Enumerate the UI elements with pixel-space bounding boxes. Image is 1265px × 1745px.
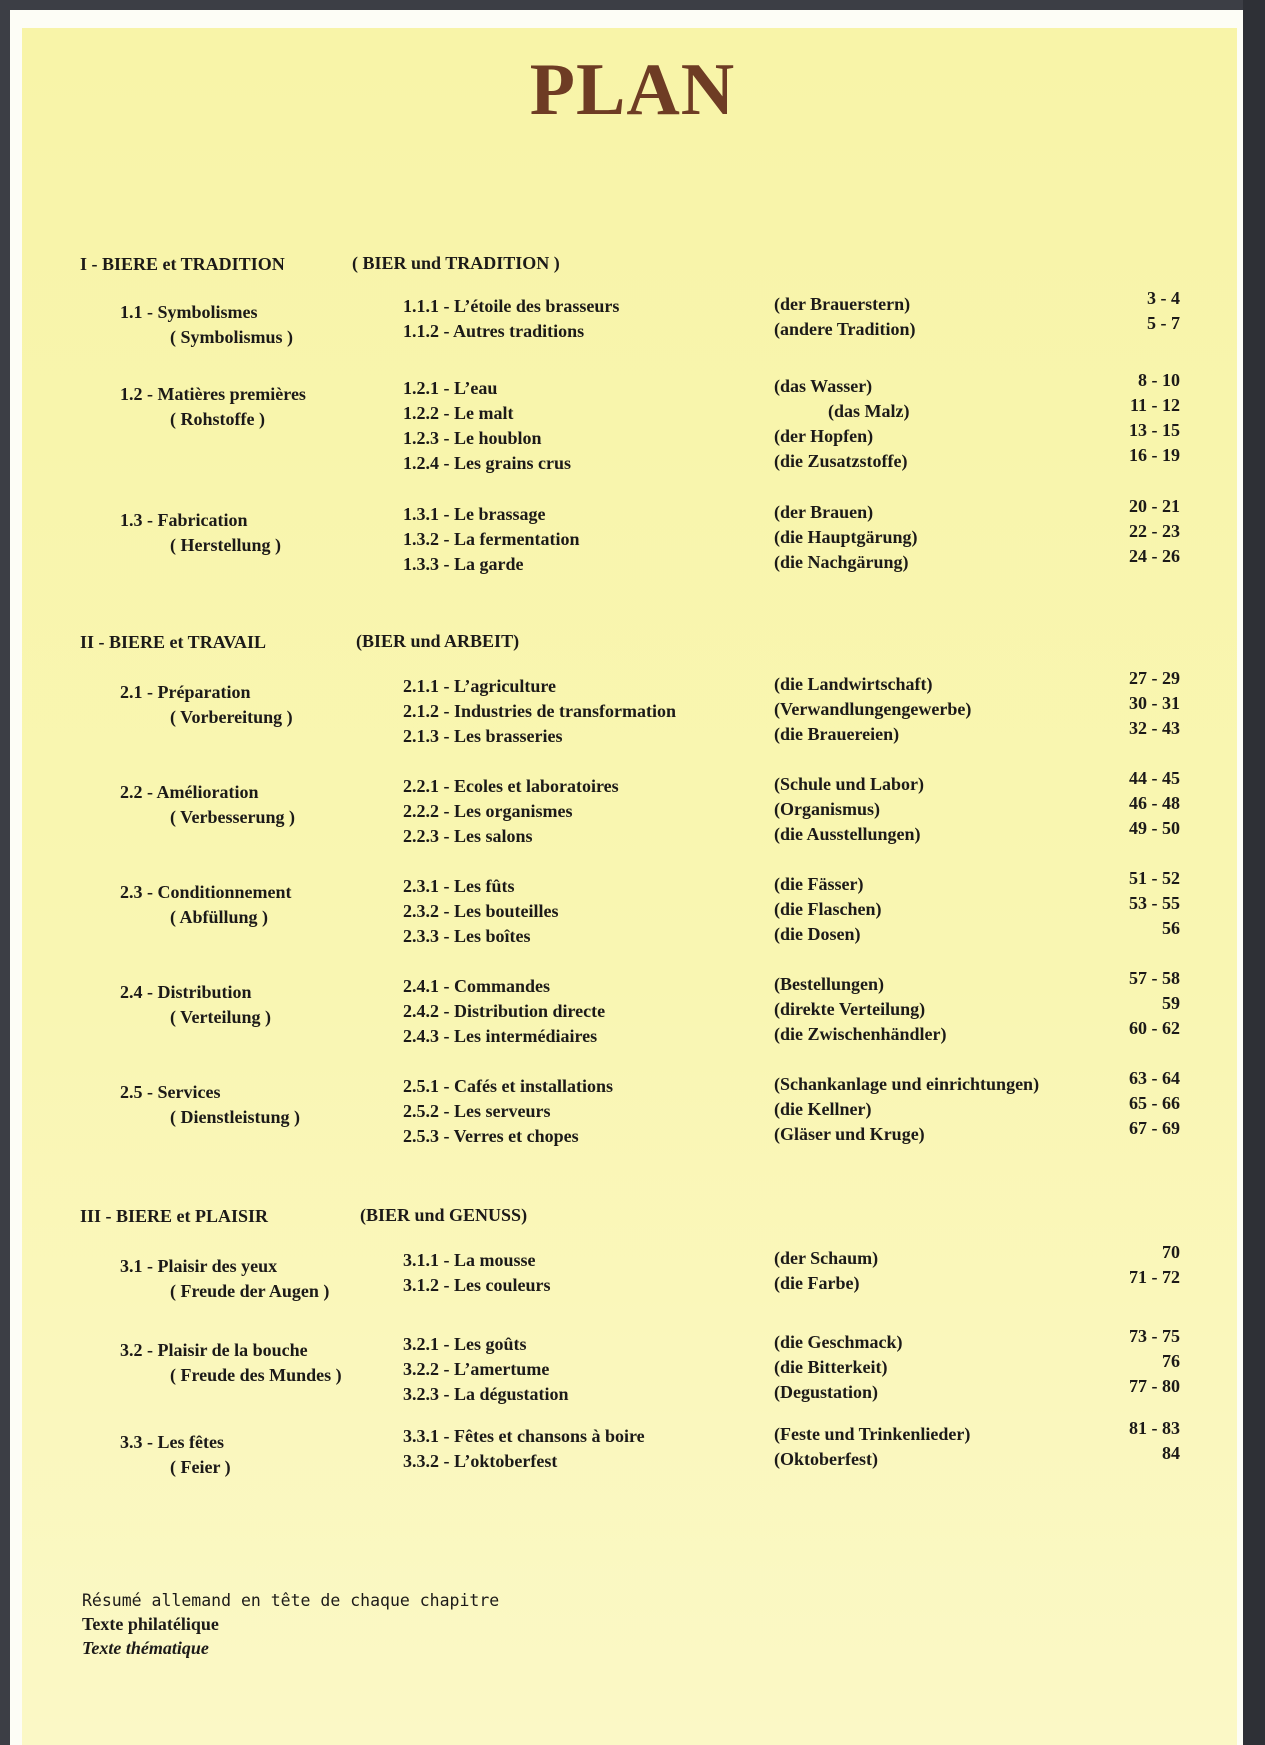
item-label: 2.5.2 - Les serveurs <box>403 1101 551 1121</box>
item-label: 3.3.2 - L’oktoberfest <box>403 1451 558 1471</box>
item-label: 2.3.1 - Les fûts <box>403 876 515 896</box>
item-label: 1.3.3 - La garde <box>403 554 524 574</box>
section-german-title: ( Dienstleistung ) <box>170 1107 300 1127</box>
chapter-german-title: ( BIER und TRADITION ) <box>352 253 560 273</box>
item-pages: 5 - 7 <box>1147 313 1180 333</box>
item-german: (der Schaum) <box>774 1248 879 1268</box>
item-pages: 11 - 12 <box>1129 395 1180 415</box>
chapter-title: II - BIERE et TRAVAIL <box>80 632 267 652</box>
item-label: 3.2.2 - L’amertume <box>403 1359 550 1379</box>
item-label: 3.3.1 - Fêtes et chansons à boire <box>403 1426 645 1446</box>
item-label: 2.2.3 - Les salons <box>403 826 533 846</box>
item-german: (die Geschmack) <box>774 1332 903 1352</box>
section-title: 2.1 - Préparation <box>120 682 251 702</box>
item-german: (die Zusatzstoffe) <box>774 451 908 471</box>
item-german: (die Landwirtschaft) <box>774 674 933 694</box>
item-german: (Organismus) <box>774 799 881 819</box>
item-label: 3.1.2 - Les couleurs <box>403 1275 551 1295</box>
item-pages: 71 - 72 <box>1129 1267 1180 1287</box>
item-label: 1.2.2 - Le malt <box>403 403 514 423</box>
chapter-german-title: (BIER und ARBEIT) <box>356 631 520 651</box>
item-pages: 16 - 19 <box>1129 445 1180 465</box>
item-german: (die Fässer) <box>774 874 864 894</box>
item-pages: 70 <box>1162 1242 1180 1262</box>
item-german: (Oktoberfest) <box>774 1449 878 1469</box>
item-german: (die Hauptgärung) <box>774 527 918 547</box>
item-label: 2.1.1 - L’agriculture <box>403 676 556 696</box>
section-title: 2.4 - Distribution <box>120 982 252 1002</box>
item-label: 1.1.1 - L’étoile des brasseurs <box>403 296 620 316</box>
item-pages: 3 - 4 <box>1147 288 1180 308</box>
item-pages: 13 - 15 <box>1129 420 1180 440</box>
item-pages: 60 - 62 <box>1129 1018 1180 1038</box>
item-label: 2.4.1 - Commandes <box>403 976 550 996</box>
item-label: 2.4.3 - Les intermédiaires <box>403 1026 598 1046</box>
section-title: 3.3 - Les fêtes <box>120 1432 224 1452</box>
item-pages: 8 - 10 <box>1138 370 1180 390</box>
item-pages: 20 - 21 <box>1129 496 1180 516</box>
item-pages: 81 - 83 <box>1129 1418 1180 1438</box>
section-german-title: ( Freude der Augen ) <box>170 1281 330 1301</box>
item-pages: 56 <box>1162 918 1180 938</box>
item-pages: 53 - 55 <box>1129 893 1180 913</box>
item-pages: 77 - 80 <box>1129 1376 1180 1396</box>
item-german: (Schankanlage und einrichtungen) <box>774 1074 1040 1094</box>
item-german: (Verwandlungengewerbe) <box>774 699 972 719</box>
item-german: (Feste und Trinkenlieder) <box>774 1424 971 1444</box>
item-pages: 49 - 50 <box>1129 818 1180 838</box>
item-pages: 51 - 52 <box>1129 868 1180 888</box>
item-german: (die Farbe) <box>774 1273 860 1293</box>
item-german: (andere Tradition) <box>774 319 916 339</box>
chapter-title: III - BIERE et PLAISIR <box>80 1206 269 1226</box>
item-pages: 44 - 45 <box>1129 768 1180 788</box>
chapter-title: I - BIERE et TRADITION <box>80 254 285 274</box>
section-german-title: ( Abfüllung ) <box>170 907 269 927</box>
footer-philatelic: Texte philatélique <box>82 1614 219 1634</box>
footer-note: Résumé allemand en tête de chaque chapitre <box>82 1591 500 1610</box>
item-label: 1.3.1 - Le brassage <box>403 504 546 524</box>
item-pages: 76 <box>1162 1351 1180 1371</box>
item-label: 3.2.3 - La dégustation <box>403 1384 569 1404</box>
item-label: 2.3.2 - Les bouteilles <box>403 901 559 921</box>
item-label: 2.2.2 - Les organismes <box>403 801 573 821</box>
item-label: 1.2.3 - Le houblon <box>403 428 542 448</box>
chapter-german-title: (BIER und GENUSS) <box>360 1205 528 1225</box>
section-title: 3.1 - Plaisir des yeux <box>120 1256 278 1276</box>
item-pages: 73 - 75 <box>1129 1326 1180 1346</box>
item-german: (die Flaschen) <box>774 899 882 919</box>
item-label: 2.2.1 - Ecoles et laboratoires <box>403 776 619 796</box>
page-title: PLAN <box>529 49 736 131</box>
item-pages: 84 <box>1162 1443 1180 1463</box>
section-title: 1.1 - Symbolismes <box>120 302 258 322</box>
item-german: (Gläser und Kruge) <box>774 1124 925 1144</box>
item-german: (der Hopfen) <box>774 426 874 446</box>
item-german: (Bestellungen) <box>774 974 884 994</box>
item-german: (die Kellner) <box>774 1099 872 1119</box>
section-title: 3.2 - Plaisir de la bouche <box>120 1340 308 1360</box>
item-pages: 27 - 29 <box>1129 668 1180 688</box>
section-german-title: ( Verbesserung ) <box>170 807 295 827</box>
section-title: 2.3 - Conditionnement <box>120 882 292 902</box>
item-german: (die Zwischenhändler) <box>774 1024 947 1044</box>
item-pages: 63 - 64 <box>1129 1068 1180 1088</box>
item-pages: 30 - 31 <box>1129 693 1180 713</box>
footer-thematic: Texte thématique <box>82 1638 209 1658</box>
item-pages: 24 - 26 <box>1129 546 1180 566</box>
scan-border <box>1243 0 1265 1745</box>
item-label: 1.3.2 - La fermentation <box>403 529 580 549</box>
section-german-title: ( Vorbereitung ) <box>170 707 293 727</box>
item-german: (das Wasser) <box>774 376 873 396</box>
item-german: (die Bitterkeit) <box>774 1357 888 1377</box>
section-title: 2.5 - Services <box>120 1082 221 1102</box>
section-german-title: ( Symbolismus ) <box>170 327 294 347</box>
item-german: (die Ausstellungen) <box>774 824 921 844</box>
item-german: (Schule und Labor) <box>774 774 925 794</box>
item-german: (Degustation) <box>774 1382 878 1402</box>
item-label: 1.2.4 - Les grains crus <box>403 453 571 473</box>
item-pages: 67 - 69 <box>1129 1118 1180 1138</box>
item-german: (die Brauereien) <box>774 724 900 744</box>
item-pages: 32 - 43 <box>1129 718 1180 738</box>
section-german-title: ( Verteilung ) <box>170 1007 271 1027</box>
item-german: (direkte Verteilung) <box>774 999 926 1019</box>
item-label: 3.1.1 - La mousse <box>403 1250 536 1270</box>
item-pages: 65 - 66 <box>1129 1093 1180 1113</box>
section-title: 1.3 - Fabrication <box>120 510 248 530</box>
section-german-title: ( Freude des Mundes ) <box>170 1365 342 1385</box>
item-german: (das Malz) <box>828 401 910 421</box>
item-german: (die Nachgärung) <box>774 552 909 572</box>
item-label: 1.2.1 - L’eau <box>403 378 498 398</box>
section-german-title: ( Rohstoffe ) <box>170 409 265 429</box>
item-pages: 57 - 58 <box>1129 968 1180 988</box>
item-label: 2.1.3 - Les brasseries <box>403 726 563 746</box>
item-label: 3.2.1 - Les goûts <box>403 1334 527 1354</box>
section-title: 2.2 - Amélioration <box>120 782 259 802</box>
item-pages: 46 - 48 <box>1129 793 1180 813</box>
item-german: (die Dosen) <box>774 924 861 944</box>
item-label: 2.1.2 - Industries de transformation <box>403 701 676 721</box>
item-pages: 22 - 23 <box>1129 521 1180 541</box>
item-german: (der Brauen) <box>774 502 874 522</box>
item-label: 2.4.2 - Distribution directe <box>403 1001 606 1021</box>
section-title: 1.2 - Matières premières <box>120 384 306 404</box>
section-german-title: ( Herstellung ) <box>170 535 281 555</box>
item-label: 2.5.1 - Cafés et installations <box>403 1076 613 1096</box>
section-german-title: ( Feier ) <box>170 1457 231 1477</box>
item-label: 2.5.3 - Verres et chopes <box>403 1126 579 1146</box>
item-label: 2.3.3 - Les boîtes <box>403 926 531 946</box>
item-label: 1.1.2 - Autres traditions <box>403 321 585 341</box>
item-pages: 59 <box>1162 993 1180 1013</box>
item-german: (der Brauerstern) <box>774 294 911 314</box>
